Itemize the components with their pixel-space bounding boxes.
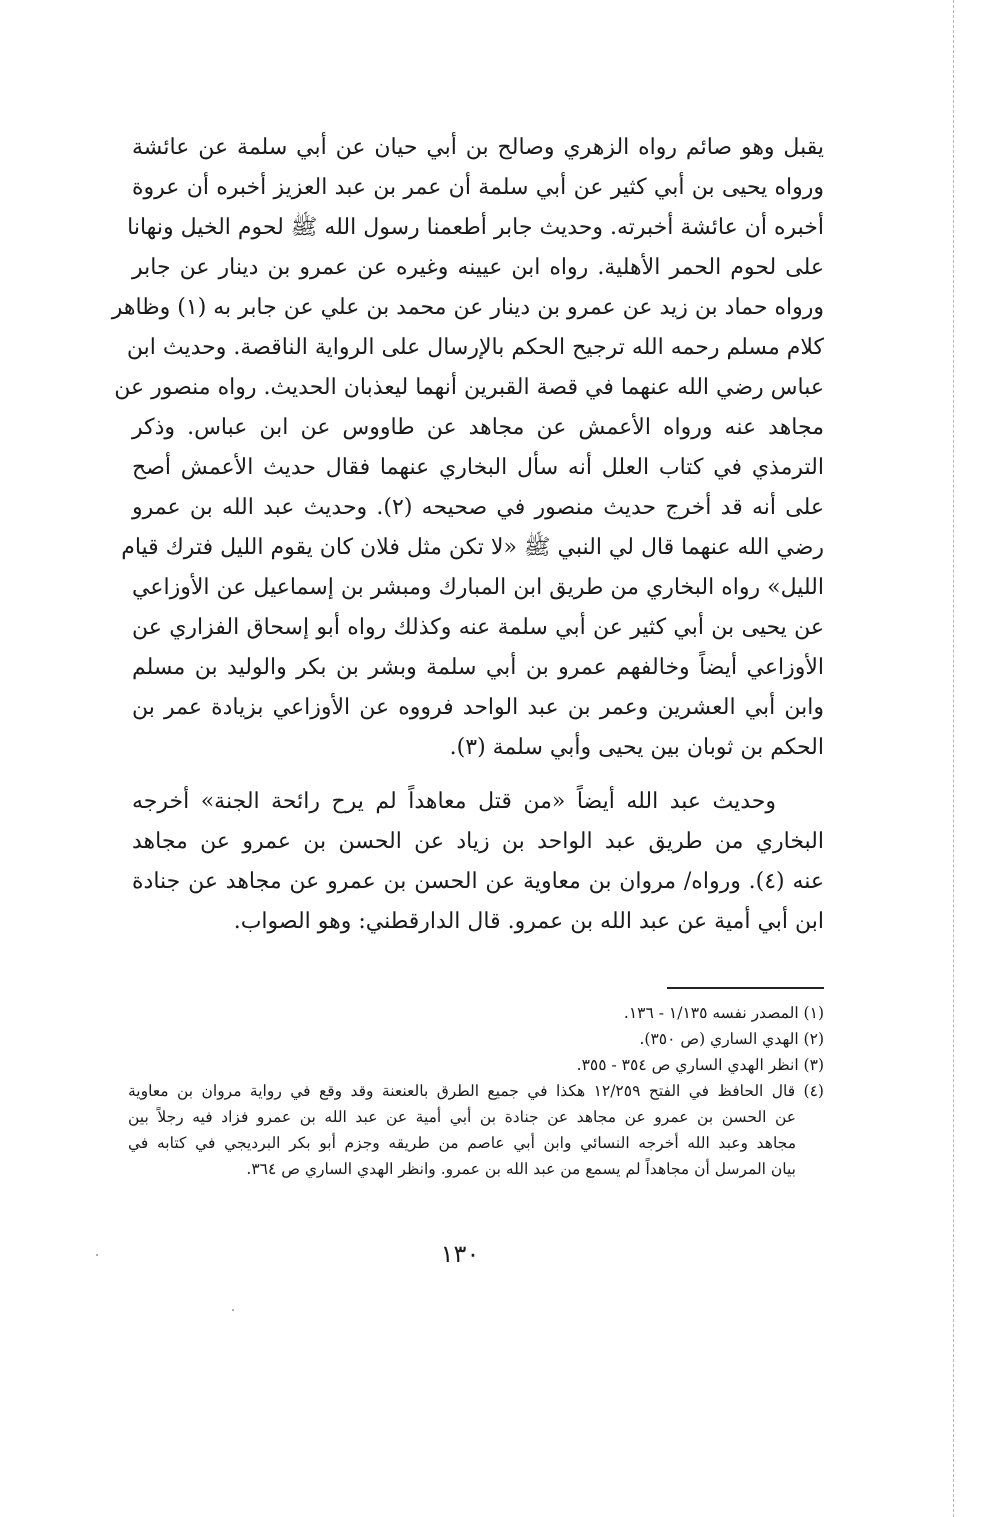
- scan-speck: [232, 1309, 234, 1311]
- main-text: [111, 128, 825, 942]
- text-line: عن يحيى بن أبي كثير عن أبي سلمة عنه وكذلك رواه أبو إسحاق الفزاري عن: [132, 615, 824, 640]
- text-line: عنه (٤). ورواه/ مروان بن معاوية عن الحسن بن عمرو عن مجاهد عن جنادة: [132, 869, 825, 894]
- text-line: رضي الله عنهما قال لي النبي ﷺ «لا تكن مثل فلان كان يقوم الليل فترك قيام: [121, 535, 824, 560]
- text-line: كلام مسلم رحمه الله ترجيح الحكم بالإرسال على الرواية الناقصة. وحديث ابن: [126, 335, 824, 360]
- text-line: الحكم بن ثوبان بين يحيى وأبي سلمة (٣).: [449, 735, 824, 760]
- footnote-4-line: عن الحسن بن عمرو عن مجاهد عن جنادة بن أبي أمية عن عبد الله بن عمرو فزاد فيه رجلاً بين: [128, 1108, 796, 1126]
- paragraph-gap: [132, 768, 824, 782]
- footnote-2: (٢) الهدي الساري (ص ٣٥٠).: [639, 1030, 824, 1048]
- text-line: ابن أبي أمية عن عبد الله بن عمرو. قال الدارقطني: وهو الصواب.: [233, 909, 824, 934]
- text-line: يقبل وهو صائم رواه الزهري وصالح بن أبي حيان عن أبي سلمة عن عائشة: [132, 135, 824, 160]
- text-line: البخاري من طريق عبد الواحد بن زياد عن الحسن بن عمرو عن مجاهد: [132, 829, 824, 854]
- text-line: وابن أبي العشرين وعمر بن عبد الواحد فرووه عن الأوزاعي بزيادة عمر بن: [132, 695, 824, 720]
- text-line: مجاهد عنه ورواه الأعمش عن مجاهد عن طاووس عن ابن عباس. وذكر: [132, 415, 824, 440]
- footnote-4-line: مجاهد وعبد الله أخرجه النسائي وابن أبي عاصم من طريقه وجزم أبو بكر البرديجي في كتابه في: [128, 1134, 796, 1152]
- text-line: ورواه يحيى بن أبي كثير عن أبي سلمة أن عمر بن عبد العزيز أخبره أن عروة: [132, 175, 824, 200]
- footnotes: [128, 1000, 824, 1182]
- page-number: ١٣٠: [440, 1240, 480, 1268]
- text-line: الترمذي في كتاب العلل أنه سأل البخاري عنهما فقال حديث الأعمش أصح: [132, 455, 824, 480]
- scan-speck: [96, 1254, 98, 1256]
- footnote-4-line: بيان المرسل أن مجاهداً لم يسمع من عبد الله بن عمرو. وانظر الهدي الساري ص ٣٦٤.: [246, 1160, 796, 1178]
- text-line: الليل» رواه البخاري من طريق ابن المبارك ومبشر بن إسماعيل عن الأوزاعي: [132, 575, 824, 600]
- text-line: على لحوم الحمر الأهلية. رواه ابن عيينه وغيره عن عمرو بن دينار عن جابر: [132, 255, 824, 280]
- text-line: أخبره أن عائشة أخبرته. وحديث جابر أطعمنا رسول الله ﷺ لحوم الخيل ونهانا: [127, 215, 824, 240]
- text-line: على أنه قد أخرج حديث منصور في صحيحه (٢). وحديث عبد الله بن عمرو: [132, 495, 825, 520]
- text-line: وحديث عبد الله أيضاً «من قتل معاهداً لم يرح رائحة الجنة» أخرجه: [132, 789, 776, 814]
- text-line: ورواه حماد بن زيد عن عمرو بن دينار عن محمد بن علي عن جابر به (١) وظاهر: [111, 295, 824, 320]
- footnote-3: (٣) انظر الهدي الساري ص ٣٥٤ - ٣٥٥.: [576, 1056, 824, 1074]
- footnote-4-line: (٤) قال الحافظ في الفتح ١٢/٢٥٩ هكذا في جميع الطرق بالعنعنة وقد وقع في رواية مروان بن معاوية: [128, 1082, 824, 1100]
- text-line: عباس رضي الله عنهما في قصة القبرين أنهما ليعذبان الحديث. رواه منصور عن: [114, 375, 824, 400]
- scan-margin-line: [953, 0, 954, 1517]
- footnote-1: (١) المصدر نفسه ١/١٣٥ - ١٣٦.: [623, 1004, 824, 1022]
- footnote-separator: [667, 987, 824, 989]
- text-line: الأوزاعي أيضاً وخالفهم عمرو بن أبي سلمة وبشر بن بكر والوليد بن مسلم: [132, 655, 824, 680]
